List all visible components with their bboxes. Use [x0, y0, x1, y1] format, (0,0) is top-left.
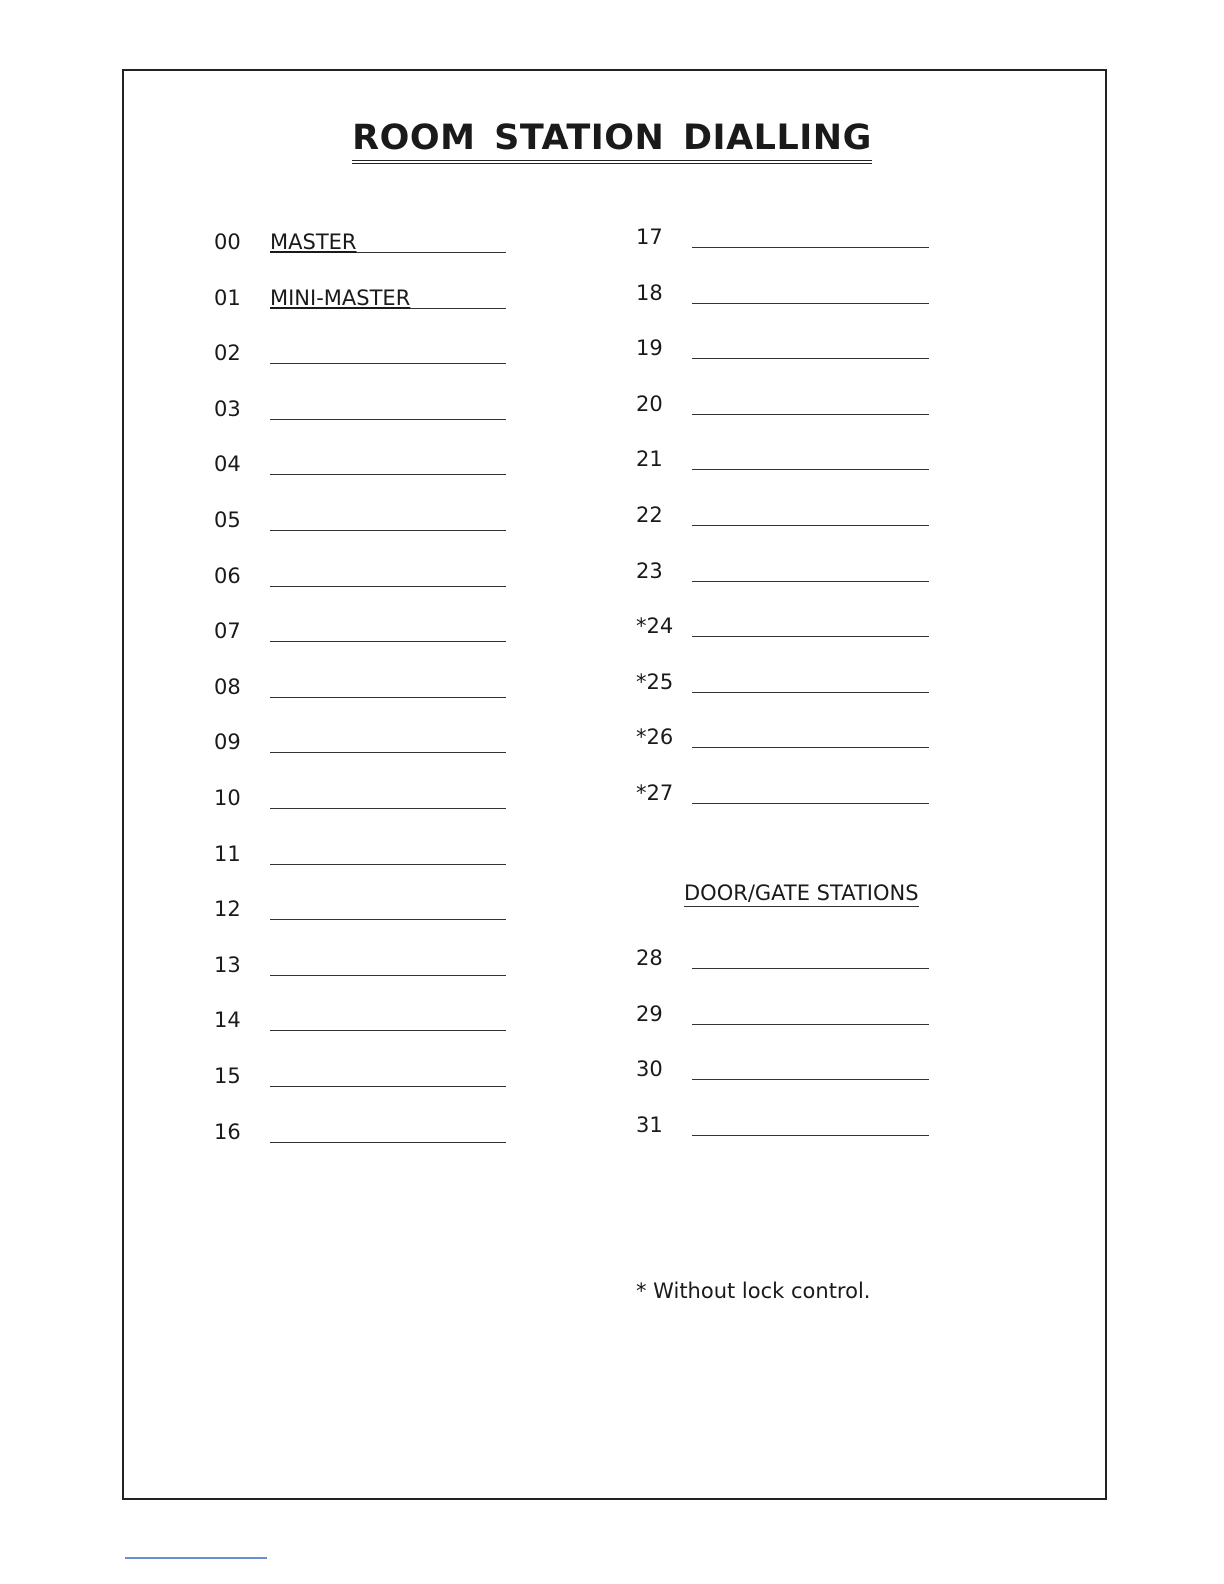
station-number: 12	[214, 897, 241, 922]
station-entry	[214, 730, 506, 758]
station-name-field[interactable]	[692, 636, 929, 637]
station-name-field[interactable]	[692, 469, 929, 470]
station-number: 06	[214, 563, 241, 588]
station-number: *27	[636, 781, 674, 805]
station-name-field[interactable]	[270, 586, 506, 587]
station-number: 18	[636, 280, 663, 305]
station-name-field[interactable]	[270, 419, 506, 420]
station-entry	[636, 281, 929, 309]
station-number: 19	[636, 336, 663, 361]
station-name-field[interactable]	[692, 1024, 929, 1025]
station-number: 29	[636, 1001, 663, 1026]
station-name-field[interactable]	[270, 919, 506, 920]
station-number: 08	[214, 674, 241, 699]
station-name-field[interactable]	[270, 975, 506, 976]
station-entry	[214, 564, 506, 592]
station-entry	[214, 508, 506, 536]
station-entry	[636, 781, 929, 809]
station-number: *24	[636, 614, 674, 639]
station-entry	[214, 1120, 506, 1148]
page-title	[0, 118, 1224, 164]
station-name-field[interactable]	[692, 1135, 929, 1136]
station-name-field[interactable]	[692, 247, 929, 248]
station-name-field[interactable]	[270, 808, 506, 809]
station-number: 21	[636, 447, 663, 472]
station-number: 17	[636, 225, 663, 249]
station-name-field[interactable]	[692, 1079, 929, 1080]
station-entry	[214, 786, 506, 814]
station-entry	[636, 336, 929, 364]
station-number: 14	[214, 1008, 241, 1033]
station-entry	[214, 397, 506, 425]
station-name-field[interactable]	[270, 864, 506, 865]
station-entry	[214, 452, 506, 480]
station-number: 23	[636, 558, 663, 583]
station-number: 11	[214, 841, 241, 866]
station-entry	[636, 946, 929, 974]
station-entry	[636, 503, 929, 531]
station-number: 13	[214, 952, 241, 977]
station-number: 22	[636, 503, 663, 527]
station-number: 10	[214, 786, 241, 810]
station-entry	[636, 447, 929, 475]
station-number: 02	[214, 341, 241, 366]
station-number: 15	[214, 1064, 241, 1088]
station-entry	[214, 675, 506, 703]
station-name-label: MINI-MASTER	[270, 285, 411, 310]
station-number: 07	[214, 619, 241, 644]
station-number: 28	[636, 946, 663, 970]
station-entry	[214, 286, 506, 314]
station-entry	[636, 614, 929, 642]
station-entry	[214, 1064, 506, 1092]
station-number: *25	[636, 669, 674, 694]
station-number: 05	[214, 508, 241, 532]
footer-rule	[125, 1557, 267, 1559]
station-entry	[214, 842, 506, 870]
station-name-field[interactable]	[270, 641, 506, 642]
station-name-field[interactable]	[692, 747, 929, 748]
station-name-field[interactable]	[692, 303, 929, 304]
station-name-field[interactable]	[270, 1030, 506, 1031]
page-title-text: ROOM STATION DIALLING	[352, 118, 872, 164]
station-entry	[214, 897, 506, 925]
footnote: * Without lock control.	[636, 1279, 871, 1303]
station-name-field[interactable]	[270, 1142, 506, 1143]
station-number: 16	[214, 1119, 241, 1144]
station-entry	[214, 341, 506, 369]
station-number: 00	[214, 230, 241, 254]
station-name-field[interactable]	[270, 1086, 506, 1087]
station-name-field[interactable]	[270, 752, 506, 753]
station-entry	[636, 559, 929, 587]
station-entry	[214, 953, 506, 981]
station-number: 20	[636, 391, 663, 416]
station-number: 30	[636, 1057, 663, 1082]
station-entry	[636, 1057, 929, 1085]
station-entry	[214, 619, 506, 647]
station-number: 31	[636, 1112, 663, 1137]
station-name-field[interactable]	[270, 697, 506, 698]
station-entry	[636, 670, 929, 698]
station-name-field[interactable]	[692, 803, 929, 804]
station-name-field[interactable]	[692, 968, 929, 969]
station-name-field[interactable]	[692, 581, 929, 582]
station-name-field[interactable]	[270, 363, 506, 364]
page-border	[122, 69, 1107, 1500]
station-number: 03	[214, 396, 241, 421]
station-entry	[636, 392, 929, 420]
station-name-field[interactable]	[270, 474, 506, 475]
station-number: 01	[214, 285, 241, 310]
station-name-field[interactable]	[692, 414, 929, 415]
station-name-field[interactable]	[270, 530, 506, 531]
station-name-label: MASTER	[270, 230, 357, 254]
station-number: *26	[636, 725, 674, 750]
station-name-field[interactable]	[692, 692, 929, 693]
station-name-field[interactable]	[692, 525, 929, 526]
station-entry	[636, 1113, 929, 1141]
door-gate-heading: DOOR/GATE STATIONS	[684, 881, 919, 905]
station-entry	[214, 1008, 506, 1036]
station-entry	[636, 225, 929, 253]
station-entry	[636, 1002, 929, 1030]
station-number: 04	[214, 452, 241, 477]
station-entry	[214, 230, 506, 258]
station-number: 09	[214, 730, 241, 755]
station-entry	[636, 725, 929, 753]
station-name-field[interactable]	[692, 358, 929, 359]
